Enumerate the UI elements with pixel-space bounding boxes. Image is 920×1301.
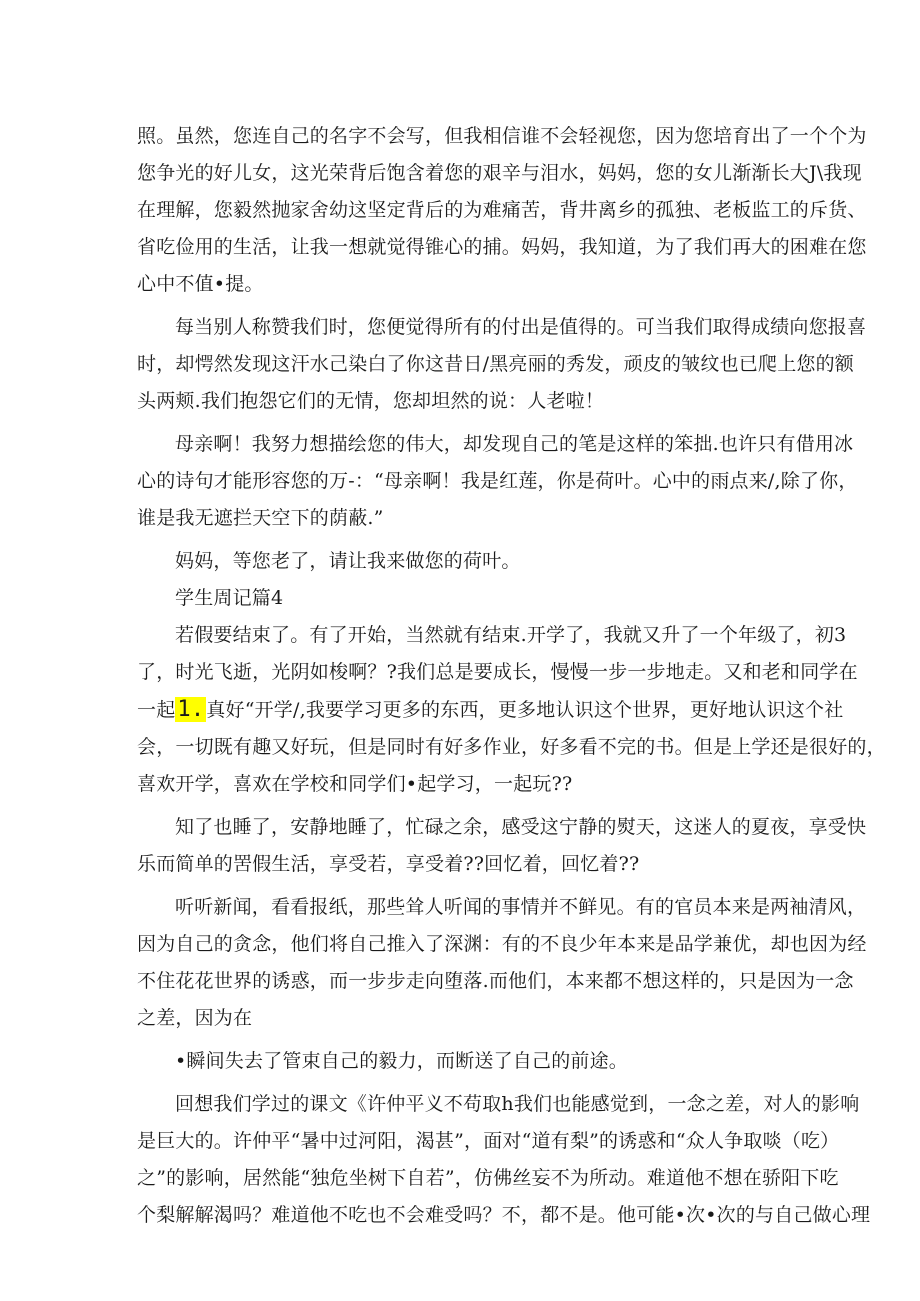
text-line: 个梨解解渴吗？难道他不吃也不会难受吗？不，都不是。他可能•次•次的与自己做心理 <box>137 1204 871 1226</box>
text-fragment: 真好“开学/,我要学习更多的东西，更多地认识这个世界，更好地认识这个社 <box>206 699 844 721</box>
paragraph-10 <box>137 1086 871 1234</box>
paragraph-3 <box>137 426 858 537</box>
paragraph-9 <box>137 1043 787 1080</box>
text-line: 心中不值•提。 <box>137 273 264 295</box>
text-line-with-highlight <box>137 691 844 729</box>
heading-text: 学生周记篇4 <box>175 587 284 609</box>
text-line: 照。虽然，您连自己的名字不会写，但我相信谁不会轻视您，因为您培育出了一个个为 <box>137 125 867 147</box>
text-line: 之差，因为在 <box>137 1007 253 1029</box>
text-line: 时，却愕然发现这汗水己染白了你这昔日/黑亮丽的秀发，顽皮的皱纹也已爬上您的额 <box>137 353 855 375</box>
section-heading <box>137 580 787 617</box>
text-line: 回想我们学过的课文《许仲平义不苟取h我们也能感觉到，一念之差，对人的影响 <box>175 1093 860 1115</box>
text-line: 了，时光飞逝，光阴如梭啊？?我们总是要成长，慢慢一步一步地走。又和老和同学在 <box>137 661 858 683</box>
text-line: 听听新闻，看看报纸，那些耸人听闻的事情并不鲜见。有的官员本来是两袖清风， <box>175 896 867 918</box>
paragraph-7 <box>137 809 867 883</box>
paragraph-1 <box>137 118 867 303</box>
text-line: 是巨大的。许仲平“暑中过河阳，渴甚”，面对“道有梨”的诱惑和“众人争取啖（吃） <box>137 1130 840 1152</box>
text-fragment: 一起 <box>137 699 176 721</box>
text-line: •瞬间失去了管束自己的毅力，而断送了自己的前途。 <box>175 1050 629 1072</box>
text-line: 省吃俭用的生活，让我一想就觉得锥心的捕。妈妈，我知道，为了我们再大的困难在您 <box>137 236 867 258</box>
text-line: 头两颊.我们抱怨它们的无情，您却坦然的说：人老啦！ <box>137 390 605 412</box>
text-line: 谁是我无遮拦天空下的荫蔽.” <box>137 507 384 529</box>
text-line: 不住花花世界的诱惑，而一步步走向堕落.而他们，本来都不想这样的，只是因为一念 <box>137 970 854 992</box>
text-line: 在理解，您毅然抛家舍幼这坚定背后的为难痛苦，背井离乡的孤独、老板监工的斥货、 <box>137 199 867 221</box>
text-line: 知了也睡了，安静地睡了，忙碌之余，感受这宁静的熨天，这迷人的夏夜，享受快 <box>175 816 867 838</box>
paragraph-2 <box>137 309 867 420</box>
text-line: 每当别人称赞我们时，您便觉得所有的付出是值得的。可当我们取得成绩向您报喜 <box>175 316 867 338</box>
text-line: 妈妈，等您老了，请让我来做您的荷叶。 <box>175 550 521 572</box>
text-line: 心的诗句才能形容您的万-：“母亲啊！我是红莲，你是荷叶。心中的雨点来/,除了你， <box>137 470 858 492</box>
text-line: 之”的影响，居然能“独危坐树下自若”，仿佛丝妄不为所动。难道他不想在骄阳下吃 <box>137 1167 839 1189</box>
text-line: 喜欢开学，喜欢在学校和同学们•起学习，一起玩?? <box>137 773 573 795</box>
document-page <box>137 118 886 1234</box>
paragraph-6 <box>137 617 886 803</box>
text-line: 因为自己的贪念，他们将自己推入了深渊：有的不良少年本来是品学兼优，却也因为经 <box>137 933 867 955</box>
paragraph-8 <box>137 889 867 1037</box>
text-line: 若假要结束了。有了开始，当然就有结束.开学了，我就又升了一个年级了，初3 <box>175 624 847 646</box>
text-line: 乐而简单的罟假生活，享受若，享受着??回忆着，回忆着?? <box>137 853 640 875</box>
text-line: 母亲啊！我努力想描绘您的伟大，却发现自己的笔是这样的笨拙.也许只有借用冰 <box>175 433 854 455</box>
text-line: 会，一切既有趣又好玩，但是同时有好多作业，好多看不完的书。但是上学还是很好的， <box>137 736 886 758</box>
highlight-mark: 1. <box>177 697 205 722</box>
paragraph-4 <box>137 543 787 580</box>
text-line: 您争光的好儿女，这光荣背后饱含着您的艰辛与泪水，妈妈，您的女儿渐渐长大J\我现 <box>137 162 862 184</box>
